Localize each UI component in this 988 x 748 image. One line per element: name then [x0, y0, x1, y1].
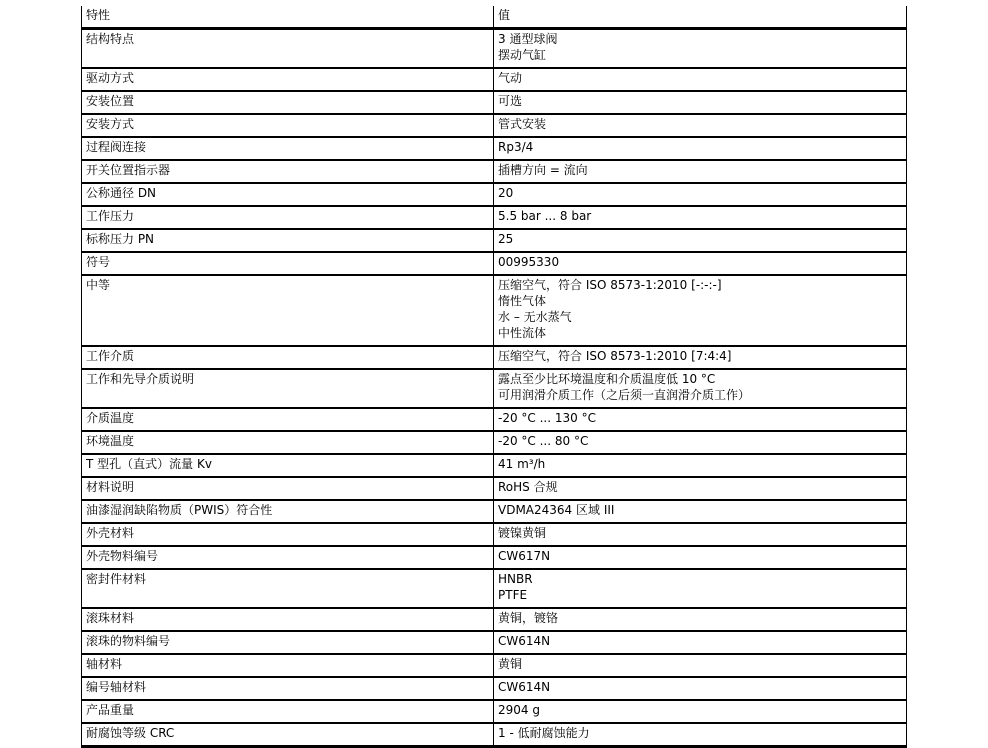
value-cell: [494, 183, 907, 206]
value-line: 水 – 无水蒸气: [498, 310, 572, 324]
value-cell: [494, 723, 907, 747]
value-cell: [494, 408, 907, 431]
property-cell: 中等: [82, 275, 494, 346]
table-row: [82, 29, 907, 69]
table-row: [82, 252, 907, 275]
table-row: [82, 91, 907, 114]
property-cell: 外壳材料: [82, 523, 494, 546]
value-line: 可用润滑介质工作（之后须一直润滑介质工作）: [498, 388, 751, 402]
property-cell: 开关位置指示器: [82, 160, 494, 183]
value-cell: [494, 206, 907, 229]
value-line: 3 通型球阀: [498, 32, 558, 46]
value-line: 2904 g: [498, 703, 540, 717]
spec-table: [81, 6, 907, 748]
property-cell: 公称通径 DN: [82, 183, 494, 206]
value-line: 黄铜，镀铬: [498, 611, 559, 625]
property-cell: 工作介质: [82, 346, 494, 369]
table-row: [82, 546, 907, 569]
property-cell: 材料说明: [82, 477, 494, 500]
property-cell: T 型孔（直式）流量 Kv: [82, 454, 494, 477]
value-line: 插槽方向 = 流向: [498, 163, 588, 177]
property-cell: 过程阀连接: [82, 137, 494, 160]
table-row: [82, 631, 907, 654]
value-line: CW614N: [498, 634, 551, 648]
value-cell: [494, 477, 907, 500]
property-cell: 轴材料: [82, 654, 494, 677]
table-body: [82, 29, 907, 747]
table-row: [82, 723, 907, 747]
table-row: [82, 700, 907, 723]
value-cell: [494, 631, 907, 654]
table-row: [82, 160, 907, 183]
value-line: 露点至少比环境温度和介质温度低 10 °C: [498, 372, 716, 386]
value-line: -20 °C ... 130 °C: [498, 411, 596, 425]
property-cell: 驱动方式: [82, 68, 494, 91]
property-cell: 油漆湿润缺陷物质（PWIS）符合性: [82, 500, 494, 523]
value-line: VDMA24364 区域 III: [498, 503, 615, 517]
value-line: 压缩空气，符合 ISO 8573-1:2010 [-:-:-]: [498, 278, 722, 292]
property-cell: 环境温度: [82, 431, 494, 454]
value-line: 5.5 bar ... 8 bar: [498, 209, 592, 223]
table-row: [82, 677, 907, 700]
value-cell: [494, 677, 907, 700]
table-row: [82, 454, 907, 477]
value-line: 25: [498, 232, 514, 246]
value-cell: [494, 431, 907, 454]
value-cell: [494, 454, 907, 477]
value-line: HNBR: [498, 572, 533, 586]
value-line: 20: [498, 186, 514, 200]
table-row: [82, 346, 907, 369]
property-cell: 符号: [82, 252, 494, 275]
value-line: 中性流体: [498, 326, 547, 340]
value-line: 00995330: [498, 255, 560, 269]
table-row: [82, 68, 907, 91]
value-line: 摆动气缸: [498, 48, 547, 62]
table-row: [82, 369, 907, 408]
value-line: CW614N: [498, 680, 551, 694]
table-row: [82, 183, 907, 206]
value-cell: [494, 29, 907, 69]
value-line: PTFE: [498, 588, 528, 602]
value-cell: [494, 523, 907, 546]
table-row: [82, 608, 907, 631]
property-cell: 工作压力: [82, 206, 494, 229]
value-cell: [494, 369, 907, 408]
value-line: 惰性气体: [498, 294, 547, 308]
value-cell: [494, 91, 907, 114]
property-cell: 工作和先导介质说明: [82, 369, 494, 408]
value-cell: [494, 160, 907, 183]
value-cell: [494, 275, 907, 346]
value-cell: [494, 608, 907, 631]
property-cell: 结构特点: [82, 29, 494, 69]
value-line: 镀镍黄铜: [498, 526, 547, 540]
value-line: 黄铜: [498, 657, 523, 671]
table-row: [82, 137, 907, 160]
value-line: 气动: [498, 71, 523, 85]
value-line: Rp3/4: [498, 140, 534, 154]
value-cell: [494, 68, 907, 91]
property-cell: 标称压力 PN: [82, 229, 494, 252]
table-row: [82, 500, 907, 523]
value-cell: [494, 346, 907, 369]
table-row: [82, 408, 907, 431]
property-cell: 滚珠的物料编号: [82, 631, 494, 654]
table-row: [82, 206, 907, 229]
table-row: [82, 431, 907, 454]
header-value: 值: [494, 6, 907, 29]
value-line: 1 - 低耐腐蚀能力: [498, 726, 590, 740]
value-cell: [494, 546, 907, 569]
table-row: [82, 569, 907, 608]
property-cell: 介质温度: [82, 408, 494, 431]
value-cell: [494, 137, 907, 160]
value-line: 41 m³/h: [498, 457, 546, 471]
table-row: [82, 275, 907, 346]
value-line: CW617N: [498, 549, 551, 563]
value-cell: [494, 229, 907, 252]
property-cell: 滚珠材料: [82, 608, 494, 631]
table-header-row: [82, 6, 907, 29]
table-row: [82, 523, 907, 546]
header-property: 特性: [82, 6, 494, 29]
property-cell: 外壳物料编号: [82, 546, 494, 569]
property-cell: 密封件材料: [82, 569, 494, 608]
value-line: RoHS 合规: [498, 480, 558, 494]
value-line: 可选: [498, 94, 523, 108]
property-cell: 安装方式: [82, 114, 494, 137]
property-cell: 编号轴材料: [82, 677, 494, 700]
value-cell: [494, 252, 907, 275]
value-cell: [494, 700, 907, 723]
table-row: [82, 654, 907, 677]
value-cell: [494, 114, 907, 137]
value-cell: [494, 569, 907, 608]
table-row: [82, 229, 907, 252]
property-cell: 耐腐蚀等级 CRC: [82, 723, 494, 747]
property-cell: 安装位置: [82, 91, 494, 114]
table-row: [82, 477, 907, 500]
value-line: 压缩空气，符合 ISO 8573-1:2010 [7:4:4]: [498, 349, 732, 363]
table-row: [82, 114, 907, 137]
value-line: -20 °C ... 80 °C: [498, 434, 589, 448]
property-cell: 产品重量: [82, 700, 494, 723]
value-line: 管式安装: [498, 117, 547, 131]
value-cell: [494, 500, 907, 523]
value-cell: [494, 654, 907, 677]
